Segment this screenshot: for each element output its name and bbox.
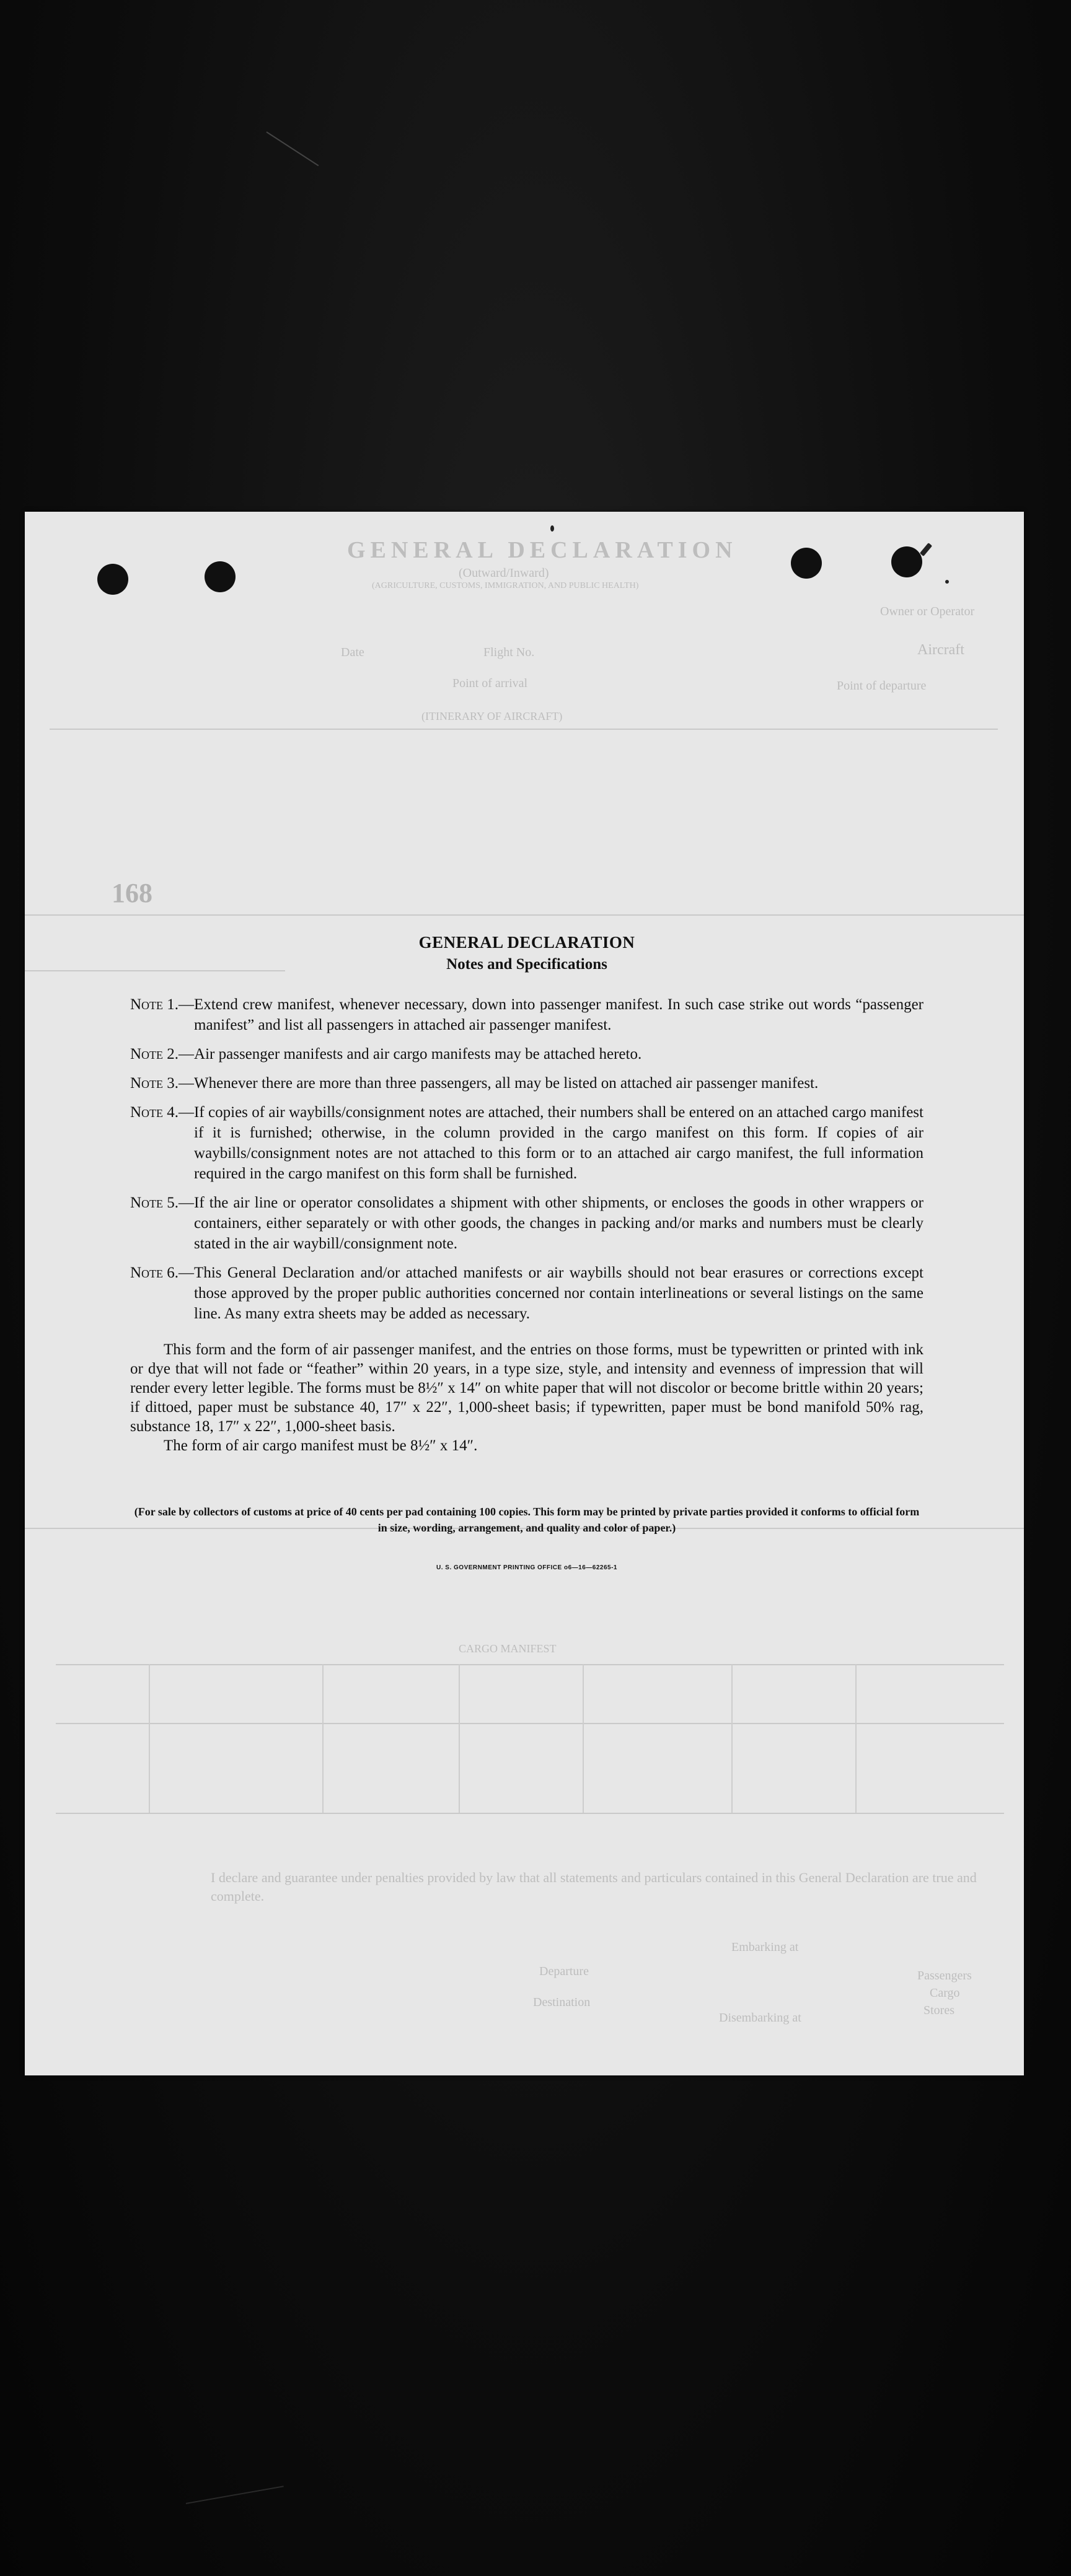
note-item — [130, 1263, 923, 1324]
punch-hole — [205, 561, 236, 592]
ghost-column — [583, 1664, 584, 1813]
ghost-field: CARGO MANIFEST — [459, 1642, 557, 1655]
ghost-sub: (AGRICULTURE, CUSTOMS, IMMIGRATION, AND PUBLIC HEALTH) — [372, 581, 639, 590]
ghost-number: 168 — [112, 878, 152, 908]
ghost-field: Owner or Operator — [880, 605, 975, 618]
ghost-header: GENERAL DECLARATION — [347, 537, 738, 563]
ghost-field: Embarking at — [731, 1940, 799, 1954]
specification-paragraph: This form and the form of air passenger manifest, and the entries on those forms, must be typewritten or printed with ink or dye that will not fade or “feather” within 20 years, in a type size, style, and intensity and evenness of impression that will render every letter legible. The forms must be 8½″ x 14″ on white paper that will not discolor or become brittle within 20 years; if dittoed, paper must be substance 40, 17″ x 22″, 1,000-sheet basis; if typewritten, paper must be bond manifold 50% rag, substance 18, 17″ x 22″, 1,000-sheet basis. — [130, 1341, 923, 1435]
note-text: This General Declaration and/or attached manifests or air waybills should not bear erasures or corrections except those approved by the proper public authorities concerned nor contain interlineations or several listings on the same line. As many extra sheets may be added as necessary. — [194, 1264, 923, 1322]
ghost-rule — [56, 1723, 1004, 1724]
punch-hole — [97, 564, 128, 595]
page-title: GENERAL DECLARATION — [418, 933, 635, 952]
ghost-rule — [25, 914, 1024, 916]
ink-speck — [945, 580, 949, 584]
ghost-field: Cargo — [930, 1986, 960, 2000]
note-label: Note 3.— — [130, 1075, 195, 1092]
sale-notice: (For sale by collectors of customs at price of 40 cents per pad containing 100 copies. This form may be printed by private parties provided it conforms to official form in size, wording, arrangement, and quality and color of paper.) — [134, 1505, 920, 1534]
note-text: Extend crew manifest, whenever necessary, down into passenger manifest. In such case strike out words “passenger manifest” and list all passengers in attached air passenger manifest. — [194, 996, 923, 1033]
ghost-column — [459, 1664, 460, 1813]
ink-speck — [920, 543, 932, 556]
note-text: If copies of air waybills/consignment notes are attached, their numbers shall be entered on an attached cargo manifest if it is furnished; otherwise, in the column provided in the cargo manifest on this form. If copies of air waybills/consignment notes are not attached to this form or to an attached air cargo manifest, the full information required in the cargo manifest on this form shall be furnished. — [194, 1104, 923, 1182]
ghost-column — [149, 1664, 150, 1813]
ghost-field: I declare and guarantee under penalties provided by law that all statements and particulars contained in this General Declaration are true and complete. — [211, 1870, 977, 1904]
document-page — [25, 512, 1024, 2075]
ghost-rule — [56, 1664, 1004, 1665]
note-label: Note 4.— — [130, 1104, 195, 1121]
ghost-field: Disembarking at — [719, 2011, 801, 2025]
printing-office-line: U. S. GOVERNMENT PRINTING OFFICE o6—16—62265-1 — [436, 1564, 617, 1571]
punch-hole — [791, 548, 822, 579]
ghost-column — [731, 1664, 733, 1813]
page-subtitle: Notes and Specifications — [446, 956, 607, 973]
note-item — [130, 1102, 923, 1184]
note-text: Whenever there are more than three passengers, all may be listed on attached air passenger manifest. — [194, 1075, 819, 1092]
ghost-field: Passengers — [917, 1969, 972, 1982]
cargo-manifest-size-line: The form of air cargo manifest must be 8½″ x 14″. — [164, 1437, 478, 1454]
ghost-rule — [56, 1813, 1004, 1814]
ghost-field: Stores — [923, 2004, 954, 2017]
note-text: Air passenger manifests and air cargo manifests may be attached hereto. — [194, 1046, 642, 1062]
ghost-field: (ITINERARY OF AIRCRAFT) — [421, 710, 563, 722]
ghost-field: Point of arrival — [452, 677, 528, 690]
punch-hole — [891, 546, 922, 577]
ghost-column — [855, 1664, 857, 1813]
note-label: Note 6.— — [130, 1264, 195, 1281]
ghost-field: Date — [341, 646, 364, 659]
note-label: Note 2.— — [130, 1046, 195, 1062]
ghost-field: Flight No. — [483, 646, 535, 659]
note-label: Note 1.— — [130, 996, 195, 1013]
ghost-sub: (Outward/Inward) — [459, 566, 549, 580]
ghost-rule — [50, 729, 998, 730]
note-item — [130, 1073, 923, 1093]
ghost-field: Point of departure — [837, 679, 927, 693]
ghost-field: Destination — [533, 1996, 591, 2009]
notes-section — [130, 933, 923, 1577]
ghost-field: Departure — [539, 1965, 589, 1978]
note-item — [130, 1193, 923, 1254]
ghost-column — [322, 1664, 324, 1813]
ghost-field: Aircraft — [917, 642, 964, 658]
note-label: Note 5.— — [130, 1194, 195, 1211]
note-text: If the air line or operator consolidates a shipment with other shipments, or encloses the goods in other wrappers or containers, either separately or with other goods, the changes in packing and/or marks and numbers must be clearly stated in the air waybill/consignment note. — [194, 1194, 923, 1252]
note-item — [130, 994, 923, 1035]
note-item — [130, 1044, 923, 1064]
ink-speck — [550, 525, 554, 532]
